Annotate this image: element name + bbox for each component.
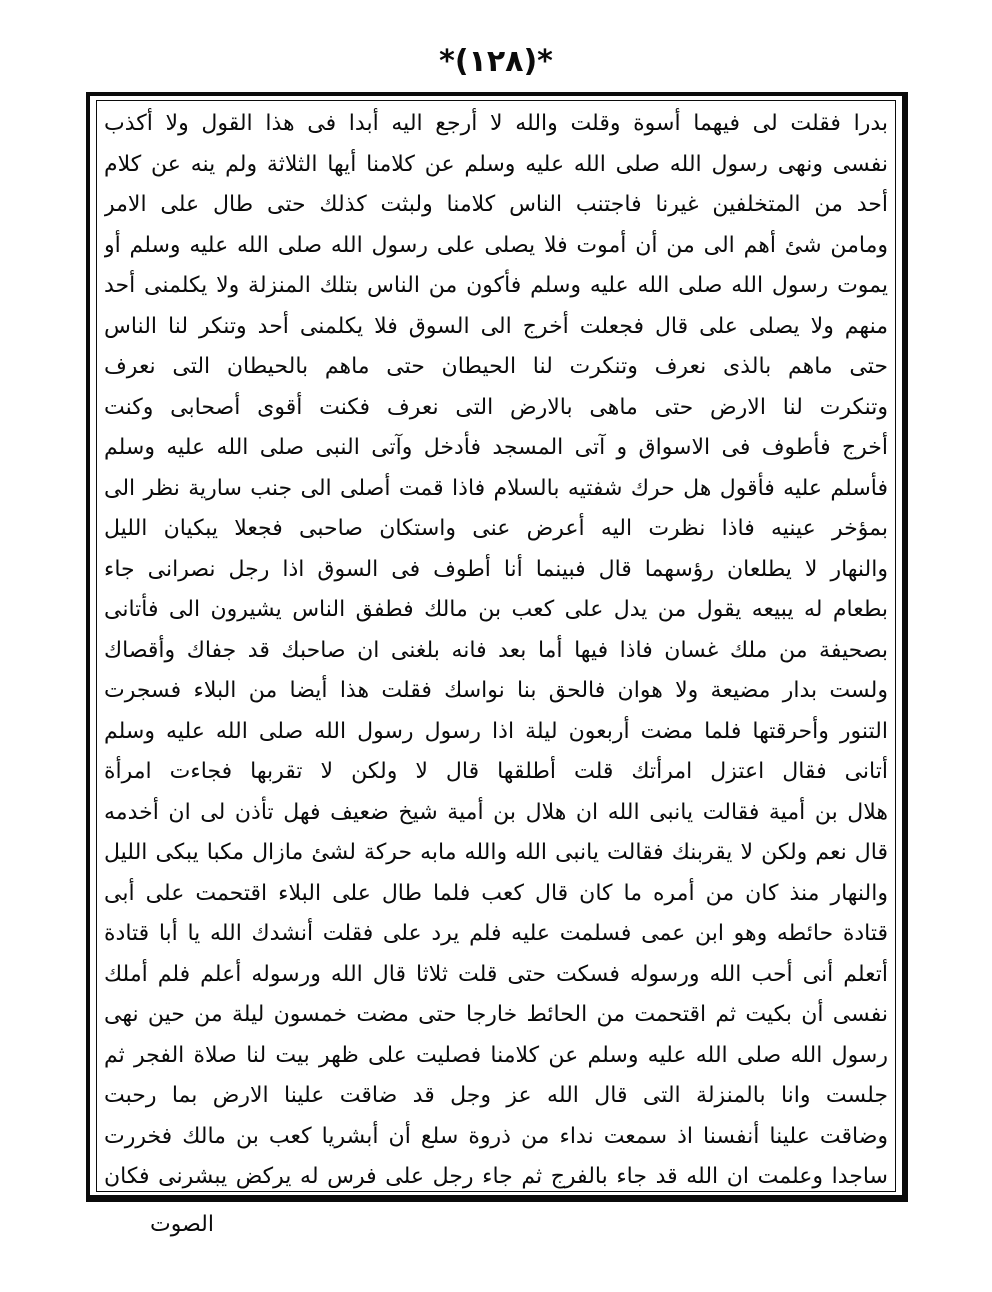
text-line: أحد من المتخلفين غيرنا فاجتنب الناس كلامنا ولبثت كذلك حتى طال على الامر: [104, 192, 888, 217]
text-line: حتى ماهم بالذى نعرف وتنكرت لنا الحيطان حتى ماهم بالحيطان التى نعرف: [104, 354, 888, 379]
text-line: ولست بدار مضيعة ولا هوان فالحق بنا نواسك فقلت هذا أيضا من البلاء فسجرت: [104, 678, 888, 703]
text-line: منهم ولا يصلى على قال فجعلت أخرج الى السوق فلا يكلمنى أحد وتنكر لنا الناس: [104, 313, 888, 339]
text-line: وتنكرت لنا الارض حتى ماهى بالارض التى نعرف فكنت أقوى أصحابى وكنت: [104, 394, 888, 420]
text-line: ساجدا وعلمت ان الله قد جاء بالفرج ثم جاء رجل على فرس له يركض يبشرنى فكان: [104, 1164, 888, 1189]
text-body: [104, 104, 888, 1190]
text-line: نفسى ونهى رسول الله صلى الله عليه وسلم عن كلامنا أيها الثلاثة ولم ينه عن كلام: [104, 151, 888, 177]
page-number: *(١٢٨)*: [439, 44, 553, 79]
text-line: نفسى أن بكيت ثم اقتحمت من الحائط خارجا حتى مضت خمسون ليلة من حين نهى: [104, 1002, 888, 1027]
text-line: والنهار منذ كان من أمره ما كان قال كعب فلما طال على البلاء اقتحمت على أبى: [104, 880, 888, 906]
text-line: قتادة حائطه وهو ابن عمى فسلمت عليه فلم يرد على فقلت أنشدك الله يا أبا قتادة: [104, 921, 888, 946]
text-line: أتعلم أنى أحب الله ورسوله فسكت حتى قلت ثلاثا قال الله ورسوله أعلم فلم أملك: [104, 961, 888, 987]
text-line: أتانى فقال اعتزل امرأتك قلت أطلقها قال لا ولكن لا تقربها فجاءت امرأة: [104, 759, 888, 784]
text-line: ومامن شئ أهم الى من أن أموت فلا يصلى على رسول الله صلى الله عليه وسلم أو: [104, 232, 888, 258]
text-line: قال نعم ولكن لا يقربنك فقالت يانبى الله والله مابه حركة لشئ مازال مكبا يبكى الليل: [104, 840, 888, 865]
text-line: يموت رسول الله صلى الله عليه وسلم فأكون من الناس بتلك المنزلة ولا يكلمنى أحد: [104, 273, 888, 298]
text-line: التنور وأحرقتها فلما مضت أربعون ليلة اذا رسول رسول الله صلى الله عليه وسلم: [104, 718, 888, 744]
text-line: هلال بن أمية فقالت يانبى الله ان هلال بن أمية شيخ ضعيف فهل تأذن لى ان أخدمه: [104, 799, 888, 825]
text-line: بمؤخر عينيه فاذا نظرت اليه أعرض عنى واستكان صاحبى فجعلا يبكيان الليل: [104, 516, 888, 541]
text-line: رسول الله صلى الله عليه وسلم عن كلامنا فصليت على ظهر بيت لنا صلاة الفجر ثم: [104, 1042, 888, 1068]
text-line: جلست وانا بالمنزلة التى قال الله عز وجل قد ضاقت علينا الارض بما رحبت: [104, 1083, 888, 1108]
text-line: فأسلم عليه فأقول هل حرك شفتيه بالسلام فاذا قمت أصلى الى جنب سارية نظر الى: [104, 475, 888, 501]
text-line: وضاقت علينا أنفسنا اذ سمعت نداء من ذروة سلع أن أبشريا كعب بن مالك فخررت: [104, 1123, 888, 1149]
text-line: بدرا فقلت لى فيهما أسوة وقلت والله لا أرجع اليه أبدا فى هذا القول ولا أكذب: [104, 111, 888, 136]
text-line: أخرج فأطوف فى الاسواق و آتى المسجد فأدخل وآتى النبى صلى الله عليه وسلم: [104, 435, 888, 460]
text-line: والنهار لا يطلعان رؤسهما قال فبينما أنا أطوف فى السوق اذا رجل نصرانى جاء: [104, 556, 888, 582]
text-line: بصحيفة من ملك غسان فاذا فيها أما بعد فانه بلغنى ان صاحبك قد جفاك وأقصاك: [104, 637, 888, 663]
catchword: الصوت: [150, 1212, 214, 1237]
text-line: بطعام له يبيعه يقول من يدل على كعب بن مالك فطفق الناس يشيرون الى فأتانى: [104, 597, 888, 622]
